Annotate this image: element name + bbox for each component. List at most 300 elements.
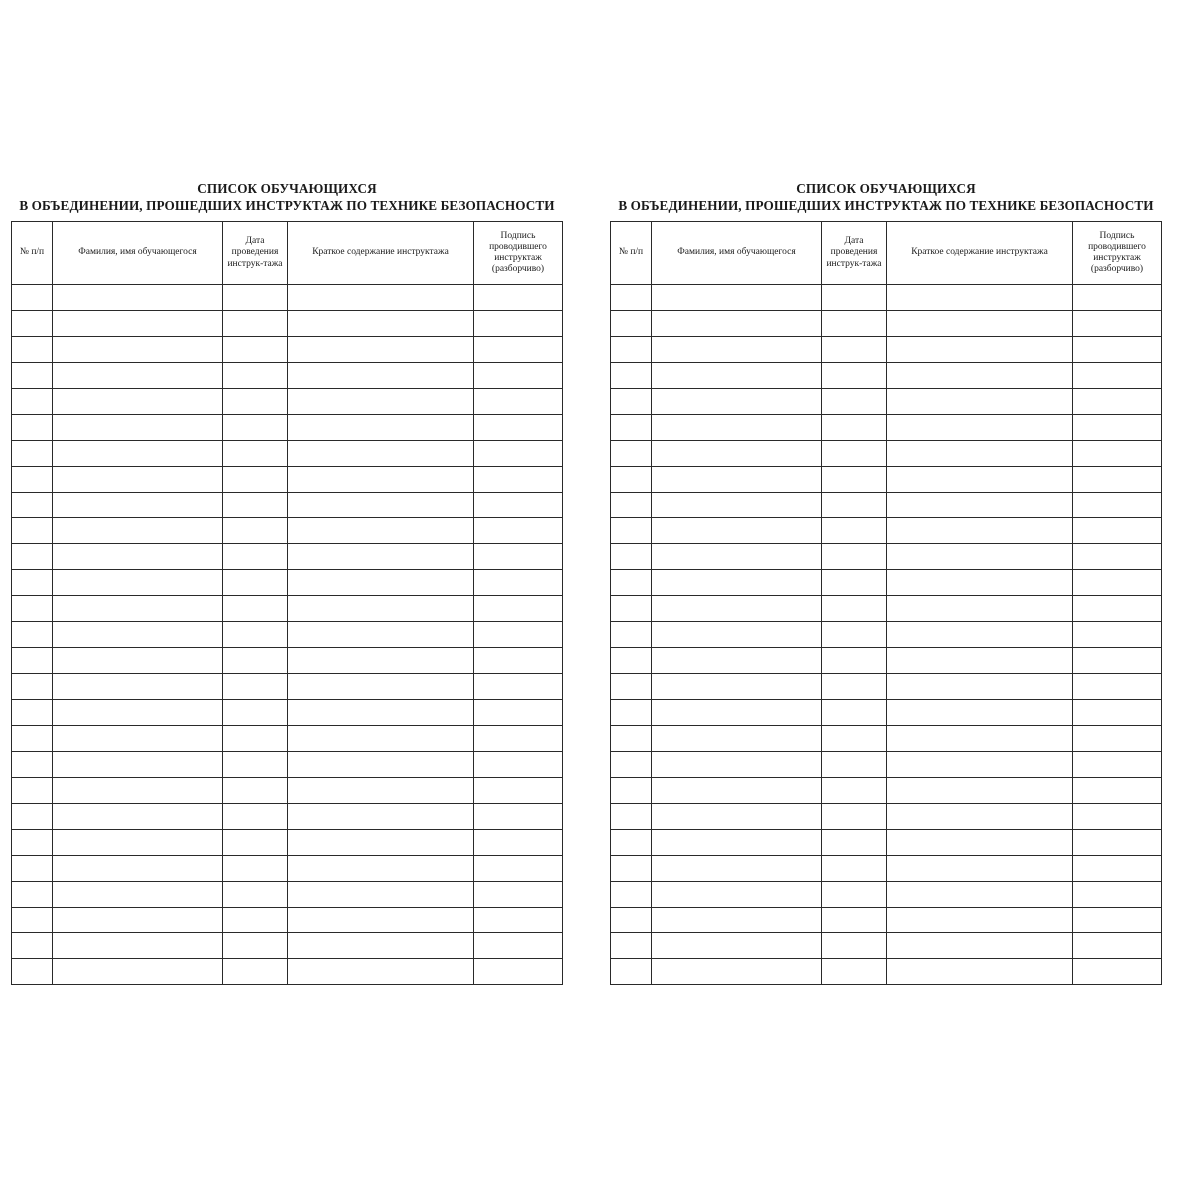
cell-summary[interactable] <box>288 622 474 648</box>
cell-date[interactable] <box>822 544 887 570</box>
cell-summary[interactable] <box>288 414 474 440</box>
cell-summary[interactable] <box>887 933 1073 959</box>
cell-num[interactable] <box>12 440 53 466</box>
cell-summary[interactable] <box>887 336 1073 362</box>
cell-name[interactable] <box>652 855 822 881</box>
cell-date[interactable] <box>223 414 288 440</box>
cell-name[interactable] <box>53 777 223 803</box>
cell-date[interactable] <box>223 777 288 803</box>
cell-sign[interactable] <box>1073 544 1162 570</box>
cell-num[interactable] <box>611 907 652 933</box>
cell-summary[interactable] <box>288 907 474 933</box>
cell-num[interactable] <box>611 362 652 388</box>
cell-name[interactable] <box>53 725 223 751</box>
table-row <box>12 803 563 829</box>
cell-date[interactable] <box>822 466 887 492</box>
cell-date[interactable] <box>223 362 288 388</box>
cell-date[interactable] <box>223 700 288 726</box>
cell-name[interactable] <box>652 751 822 777</box>
cell-summary[interactable] <box>887 544 1073 570</box>
cell-num[interactable] <box>12 751 53 777</box>
cell-date[interactable] <box>223 285 288 311</box>
cell-date[interactable] <box>223 907 288 933</box>
cell-name[interactable] <box>53 959 223 985</box>
table-row <box>611 648 1162 674</box>
cell-date[interactable] <box>822 725 887 751</box>
cell-sign[interactable] <box>1073 700 1162 726</box>
cell-summary[interactable] <box>887 725 1073 751</box>
cell-date[interactable] <box>223 933 288 959</box>
cell-date[interactable] <box>223 466 288 492</box>
cell-num[interactable] <box>611 829 652 855</box>
cell-summary[interactable] <box>288 388 474 414</box>
cell-num[interactable] <box>611 700 652 726</box>
cell-date[interactable] <box>223 336 288 362</box>
cell-num[interactable] <box>12 777 53 803</box>
cell-num[interactable] <box>611 518 652 544</box>
cell-summary[interactable] <box>288 674 474 700</box>
cell-name[interactable] <box>53 440 223 466</box>
cell-sign[interactable] <box>474 388 563 414</box>
cell-summary[interactable] <box>288 648 474 674</box>
cell-sign[interactable] <box>474 336 563 362</box>
cell-name[interactable] <box>652 544 822 570</box>
cell-date[interactable] <box>822 777 887 803</box>
cell-name[interactable] <box>652 829 822 855</box>
cell-date[interactable] <box>822 518 887 544</box>
cell-summary[interactable] <box>887 596 1073 622</box>
table-row <box>12 933 563 959</box>
cell-name[interactable] <box>652 622 822 648</box>
cell-summary[interactable] <box>887 803 1073 829</box>
table-row <box>611 440 1162 466</box>
cell-name[interactable] <box>53 700 223 726</box>
page-title <box>610 180 1162 214</box>
cell-date[interactable] <box>822 959 887 985</box>
header-name: Фамилия, имя обучающегося <box>652 222 822 285</box>
cell-summary[interactable] <box>288 466 474 492</box>
cell-date[interactable] <box>822 285 887 311</box>
cell-name[interactable] <box>53 751 223 777</box>
cell-num[interactable] <box>611 388 652 414</box>
cell-num[interactable] <box>12 310 53 336</box>
cell-date[interactable] <box>223 492 288 518</box>
table-row <box>611 881 1162 907</box>
cell-date[interactable] <box>822 440 887 466</box>
cell-name[interactable] <box>53 803 223 829</box>
cell-sign[interactable] <box>1073 648 1162 674</box>
cell-summary[interactable] <box>887 674 1073 700</box>
table-row <box>611 907 1162 933</box>
cell-name[interactable] <box>53 362 223 388</box>
cell-summary[interactable] <box>887 466 1073 492</box>
cell-sign[interactable] <box>474 907 563 933</box>
cell-date[interactable] <box>223 570 288 596</box>
cell-summary[interactable] <box>887 648 1073 674</box>
table-row <box>12 310 563 336</box>
cell-name[interactable] <box>652 388 822 414</box>
cell-sign[interactable] <box>474 648 563 674</box>
cell-sign[interactable] <box>1073 803 1162 829</box>
cell-name[interactable] <box>53 596 223 622</box>
cell-date[interactable] <box>822 388 887 414</box>
cell-name[interactable] <box>53 285 223 311</box>
cell-sign[interactable] <box>1073 777 1162 803</box>
header-num: № п/п <box>12 222 53 285</box>
cell-sign[interactable] <box>1073 855 1162 881</box>
cell-sign[interactable] <box>1073 440 1162 466</box>
cell-sign[interactable] <box>474 285 563 311</box>
cell-name[interactable] <box>652 881 822 907</box>
table-row <box>12 777 563 803</box>
cell-name[interactable] <box>53 544 223 570</box>
cell-sign[interactable] <box>1073 674 1162 700</box>
cell-sign[interactable] <box>474 777 563 803</box>
cell-name[interactable] <box>53 492 223 518</box>
cell-summary[interactable] <box>288 803 474 829</box>
cell-sign[interactable] <box>474 674 563 700</box>
cell-num[interactable] <box>12 855 53 881</box>
cell-name[interactable] <box>652 700 822 726</box>
cell-summary[interactable] <box>288 492 474 518</box>
cell-summary[interactable] <box>887 700 1073 726</box>
cell-date[interactable] <box>822 855 887 881</box>
cell-sign[interactable] <box>1073 596 1162 622</box>
cell-date[interactable] <box>223 829 288 855</box>
header-sign: Подпись проводившего инструктаж (разборчиво) <box>474 222 563 285</box>
cell-name[interactable] <box>652 440 822 466</box>
cell-num[interactable] <box>12 362 53 388</box>
cell-sign[interactable] <box>474 362 563 388</box>
cell-sign[interactable] <box>1073 362 1162 388</box>
cell-sign[interactable] <box>1073 518 1162 544</box>
cell-date[interactable] <box>223 855 288 881</box>
cell-num[interactable] <box>611 414 652 440</box>
cell-summary[interactable] <box>288 777 474 803</box>
cell-sign[interactable] <box>474 855 563 881</box>
cell-sign[interactable] <box>1073 881 1162 907</box>
cell-sign[interactable] <box>474 881 563 907</box>
cell-name[interactable] <box>652 907 822 933</box>
cell-date[interactable] <box>822 310 887 336</box>
cell-num[interactable] <box>611 570 652 596</box>
cell-num[interactable] <box>611 803 652 829</box>
cell-name[interactable] <box>652 959 822 985</box>
cell-num[interactable] <box>611 622 652 648</box>
cell-name[interactable] <box>53 622 223 648</box>
cell-num[interactable] <box>12 907 53 933</box>
cell-name[interactable] <box>652 803 822 829</box>
cell-summary[interactable] <box>288 700 474 726</box>
header-num: № п/п <box>611 222 652 285</box>
cell-summary[interactable] <box>288 518 474 544</box>
table-row <box>12 570 563 596</box>
cell-summary[interactable] <box>288 829 474 855</box>
cell-name[interactable] <box>53 881 223 907</box>
cell-sign[interactable] <box>1073 414 1162 440</box>
cell-sign[interactable] <box>474 310 563 336</box>
cell-summary[interactable] <box>887 518 1073 544</box>
cell-sign[interactable] <box>1073 285 1162 311</box>
cell-sign[interactable] <box>474 933 563 959</box>
cell-sign[interactable] <box>1073 933 1162 959</box>
cell-sign[interactable] <box>474 440 563 466</box>
cell-name[interactable] <box>53 336 223 362</box>
cell-name[interactable] <box>53 570 223 596</box>
cell-sign[interactable] <box>474 829 563 855</box>
cell-num[interactable] <box>12 622 53 648</box>
cell-name[interactable] <box>652 492 822 518</box>
table-body <box>611 285 1162 985</box>
cell-sign[interactable] <box>1073 959 1162 985</box>
cell-summary[interactable] <box>887 570 1073 596</box>
cell-summary[interactable] <box>887 440 1073 466</box>
cell-date[interactable] <box>822 414 887 440</box>
cell-sign[interactable] <box>474 414 563 440</box>
cell-summary[interactable] <box>887 388 1073 414</box>
cell-date[interactable] <box>822 622 887 648</box>
cell-num[interactable] <box>611 336 652 362</box>
table-row <box>611 285 1162 311</box>
cell-num[interactable] <box>611 310 652 336</box>
cell-name[interactable] <box>53 414 223 440</box>
cell-summary[interactable] <box>887 829 1073 855</box>
title-line-2: В ОБЪЕДИНЕНИИ, ПРОШЕДШИХ ИНСТРУКТАЖ ПО ТЕХНИКЕ БЕЗОПАСНОСТИ <box>618 198 1154 213</box>
cell-name[interactable] <box>652 414 822 440</box>
cell-sign[interactable] <box>474 622 563 648</box>
table-row <box>12 751 563 777</box>
cell-date[interactable] <box>223 596 288 622</box>
cell-date[interactable] <box>822 648 887 674</box>
cell-summary[interactable] <box>288 310 474 336</box>
cell-num[interactable] <box>611 881 652 907</box>
cell-summary[interactable] <box>887 362 1073 388</box>
cell-sign[interactable] <box>474 518 563 544</box>
cell-date[interactable] <box>822 881 887 907</box>
cell-date[interactable] <box>822 570 887 596</box>
title-line-1: СПИСОК ОБУЧАЮЩИХСЯ <box>796 181 976 196</box>
cell-summary[interactable] <box>887 622 1073 648</box>
cell-sign[interactable] <box>474 803 563 829</box>
cell-summary[interactable] <box>288 881 474 907</box>
cell-sign[interactable] <box>474 596 563 622</box>
cell-num[interactable] <box>611 285 652 311</box>
cell-num[interactable] <box>12 803 53 829</box>
cell-num[interactable] <box>611 777 652 803</box>
cell-num[interactable] <box>12 336 53 362</box>
cell-date[interactable] <box>223 544 288 570</box>
cell-summary[interactable] <box>288 596 474 622</box>
cell-num[interactable] <box>611 648 652 674</box>
cell-date[interactable] <box>223 388 288 414</box>
cell-num[interactable] <box>12 414 53 440</box>
cell-summary[interactable] <box>887 492 1073 518</box>
cell-sign[interactable] <box>1073 725 1162 751</box>
cell-sign[interactable] <box>1073 492 1162 518</box>
cell-num[interactable] <box>12 518 53 544</box>
table-row <box>12 492 563 518</box>
cell-num[interactable] <box>12 700 53 726</box>
cell-sign[interactable] <box>1073 310 1162 336</box>
cell-sign[interactable] <box>474 959 563 985</box>
cell-summary[interactable] <box>887 414 1073 440</box>
table-row <box>12 829 563 855</box>
cell-num[interactable] <box>12 674 53 700</box>
cell-date[interactable] <box>223 518 288 544</box>
cell-sign[interactable] <box>1073 570 1162 596</box>
cell-date[interactable] <box>223 622 288 648</box>
table-row <box>611 466 1162 492</box>
cell-name[interactable] <box>652 466 822 492</box>
cell-name[interactable] <box>652 570 822 596</box>
cell-date[interactable] <box>223 959 288 985</box>
instruction-table <box>11 221 563 985</box>
cell-name[interactable] <box>53 829 223 855</box>
cell-date[interactable] <box>223 803 288 829</box>
cell-summary[interactable] <box>288 933 474 959</box>
cell-sign[interactable] <box>1073 336 1162 362</box>
cell-summary[interactable] <box>887 907 1073 933</box>
table-row <box>12 388 563 414</box>
cell-num[interactable] <box>12 596 53 622</box>
cell-num[interactable] <box>12 648 53 674</box>
cell-sign[interactable] <box>474 466 563 492</box>
cell-date[interactable] <box>223 648 288 674</box>
cell-date[interactable] <box>822 362 887 388</box>
cell-date[interactable] <box>223 881 288 907</box>
cell-date[interactable] <box>822 803 887 829</box>
cell-date[interactable] <box>822 751 887 777</box>
cell-name[interactable] <box>53 310 223 336</box>
cell-name[interactable] <box>652 285 822 311</box>
table-row <box>611 674 1162 700</box>
table-row <box>611 362 1162 388</box>
cell-summary[interactable] <box>288 544 474 570</box>
cell-sign[interactable] <box>474 700 563 726</box>
cell-sign[interactable] <box>474 570 563 596</box>
cell-summary[interactable] <box>288 336 474 362</box>
cell-num[interactable] <box>12 881 53 907</box>
cell-sign[interactable] <box>1073 829 1162 855</box>
cell-name[interactable] <box>53 518 223 544</box>
cell-num[interactable] <box>611 751 652 777</box>
cell-num[interactable] <box>12 570 53 596</box>
cell-summary[interactable] <box>887 285 1073 311</box>
cell-num[interactable] <box>611 933 652 959</box>
cell-date[interactable] <box>223 725 288 751</box>
cell-sign[interactable] <box>474 544 563 570</box>
cell-sign[interactable] <box>1073 907 1162 933</box>
cell-summary[interactable] <box>288 725 474 751</box>
cell-name[interactable] <box>53 466 223 492</box>
cell-summary[interactable] <box>887 310 1073 336</box>
cell-num[interactable] <box>611 725 652 751</box>
cell-date[interactable] <box>822 829 887 855</box>
cell-name[interactable] <box>652 777 822 803</box>
cell-summary[interactable] <box>887 777 1073 803</box>
cell-date[interactable] <box>223 674 288 700</box>
cell-summary[interactable] <box>887 959 1073 985</box>
cell-summary[interactable] <box>288 440 474 466</box>
cell-date[interactable] <box>223 440 288 466</box>
cell-sign[interactable] <box>1073 388 1162 414</box>
cell-name[interactable] <box>652 648 822 674</box>
cell-summary[interactable] <box>288 751 474 777</box>
cell-sign[interactable] <box>474 725 563 751</box>
cell-date[interactable] <box>822 674 887 700</box>
cell-summary[interactable] <box>288 362 474 388</box>
table-row <box>12 700 563 726</box>
table-row <box>611 336 1162 362</box>
cell-num[interactable] <box>611 855 652 881</box>
cell-name[interactable] <box>652 310 822 336</box>
cell-date[interactable] <box>822 596 887 622</box>
cell-name[interactable] <box>53 388 223 414</box>
cell-num[interactable] <box>12 388 53 414</box>
cell-date[interactable] <box>223 751 288 777</box>
table-row <box>12 362 563 388</box>
cell-num[interactable] <box>611 492 652 518</box>
cell-date[interactable] <box>822 907 887 933</box>
cell-summary[interactable] <box>887 855 1073 881</box>
cell-name[interactable] <box>652 336 822 362</box>
cell-summary[interactable] <box>887 881 1073 907</box>
cell-num[interactable] <box>611 466 652 492</box>
cell-num[interactable] <box>12 492 53 518</box>
cell-num[interactable] <box>12 829 53 855</box>
table-row <box>12 959 563 985</box>
cell-date[interactable] <box>822 492 887 518</box>
cell-summary[interactable] <box>288 570 474 596</box>
cell-name[interactable] <box>652 518 822 544</box>
cell-num[interactable] <box>12 285 53 311</box>
cell-num[interactable] <box>611 544 652 570</box>
cell-num[interactable] <box>611 674 652 700</box>
cell-name[interactable] <box>652 674 822 700</box>
cell-name[interactable] <box>53 855 223 881</box>
cell-name[interactable] <box>652 596 822 622</box>
cell-name[interactable] <box>652 725 822 751</box>
cell-name[interactable] <box>53 907 223 933</box>
cell-summary[interactable] <box>288 285 474 311</box>
cell-date[interactable] <box>223 310 288 336</box>
cell-num[interactable] <box>12 544 53 570</box>
cell-summary[interactable] <box>288 855 474 881</box>
cell-num[interactable] <box>12 725 53 751</box>
cell-sign[interactable] <box>1073 751 1162 777</box>
cell-num[interactable] <box>611 959 652 985</box>
cell-name[interactable] <box>53 648 223 674</box>
cell-summary[interactable] <box>887 751 1073 777</box>
cell-sign[interactable] <box>1073 466 1162 492</box>
cell-summary[interactable] <box>288 959 474 985</box>
cell-num[interactable] <box>611 596 652 622</box>
cell-num[interactable] <box>12 959 53 985</box>
cell-date[interactable] <box>822 336 887 362</box>
cell-date[interactable] <box>822 933 887 959</box>
cell-name[interactable] <box>53 933 223 959</box>
cell-sign[interactable] <box>474 751 563 777</box>
cell-sign[interactable] <box>474 492 563 518</box>
cell-name[interactable] <box>53 674 223 700</box>
cell-num[interactable] <box>12 933 53 959</box>
cell-sign[interactable] <box>1073 622 1162 648</box>
cell-num[interactable] <box>12 466 53 492</box>
cell-num[interactable] <box>611 440 652 466</box>
cell-date[interactable] <box>822 700 887 726</box>
cell-name[interactable] <box>652 933 822 959</box>
cell-name[interactable] <box>652 362 822 388</box>
